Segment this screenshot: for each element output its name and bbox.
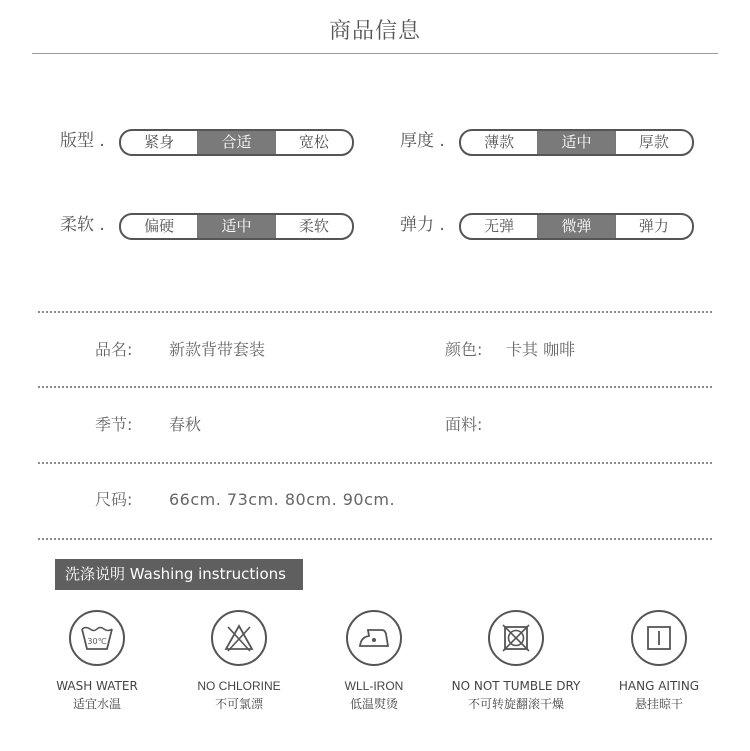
fit-scale: [119, 129, 354, 156]
softness-option-soft: 柔软: [298, 217, 329, 235]
fit-option-loose: 宽松: [298, 133, 329, 151]
softness-scale: [119, 213, 354, 240]
dotted-divider: [38, 386, 712, 388]
softness-label: 柔软 .: [60, 215, 105, 235]
fit-option-tight: 紧身: [121, 131, 198, 154]
stretch-option-stretchy: 弹力: [638, 217, 669, 235]
care-item-hang: [589, 610, 729, 711]
fit-label: 版型 .: [60, 131, 105, 151]
thickness-scale: [459, 129, 694, 156]
care-wash-en: WASH WATER: [56, 679, 138, 693]
thickness-label: 厚度 .: [400, 131, 445, 151]
washing-instructions-banner: 洗涤说明 Washing instructions: [55, 559, 303, 590]
care-item-iron: [304, 610, 444, 711]
thickness-option-medium: 适中: [538, 131, 615, 154]
wash-30-icon: [69, 610, 125, 666]
size-label: 尺码:: [95, 490, 133, 509]
stretch-scale: [459, 213, 694, 240]
care-wash-cn: 适宜水温: [72, 697, 121, 711]
season-value: 春秋: [169, 415, 202, 434]
care-tumble-en: NO NOT TUMBLE DRY: [451, 679, 581, 693]
care-hang-en: HANG AITING: [618, 679, 700, 693]
care-chlorine-cn: 不可氯漂: [214, 697, 263, 711]
care-item-tumble: [446, 610, 586, 711]
softness-option-hard: 偏硬: [121, 215, 198, 238]
care-chlorine-en: NO CHLORINE: [197, 679, 281, 693]
hang-dry-icon: [631, 610, 687, 666]
product-name-label: 品名:: [95, 340, 133, 359]
fabric-label: 面料:: [445, 415, 483, 434]
stretch-option-none: 无弹: [461, 215, 538, 238]
iron-low-icon: [346, 610, 402, 666]
care-item-chlorine: [169, 610, 309, 711]
stretch-option-slight: 微弹: [538, 215, 615, 238]
dotted-divider: [38, 538, 712, 540]
thickness-option-thick: 厚款: [638, 133, 669, 151]
title-divider: [32, 53, 718, 54]
season-label: 季节:: [95, 415, 133, 434]
size-value: 66cm. 73cm. 80cm. 90cm.: [169, 490, 396, 509]
fit-option-regular: 合适: [198, 131, 275, 154]
care-iron-en: WLL-IRON: [344, 679, 404, 693]
no-chlorine-icon: [211, 610, 267, 666]
thickness-option-thin: 薄款: [461, 131, 538, 154]
care-tumble-cn: 不可转旋翻滚干燥: [467, 697, 564, 711]
softness-option-medium: 适中: [198, 215, 275, 238]
dotted-divider: [38, 462, 712, 464]
care-item-wash: [27, 610, 167, 711]
product-name-value: 新款背带套装: [169, 340, 266, 359]
care-iron-cn: 低温熨烫: [349, 697, 398, 711]
color-value: 卡其 咖啡: [506, 340, 576, 359]
color-label: 颜色:: [445, 340, 483, 359]
svg-text:30℃: 30℃: [87, 637, 107, 646]
dotted-divider: [38, 311, 712, 313]
care-hang-cn: 悬挂晾干: [634, 697, 683, 711]
page-title: 商品信息: [328, 19, 421, 44]
no-tumble-dry-icon: [488, 610, 544, 666]
stretch-label: 弹力 .: [400, 215, 445, 235]
